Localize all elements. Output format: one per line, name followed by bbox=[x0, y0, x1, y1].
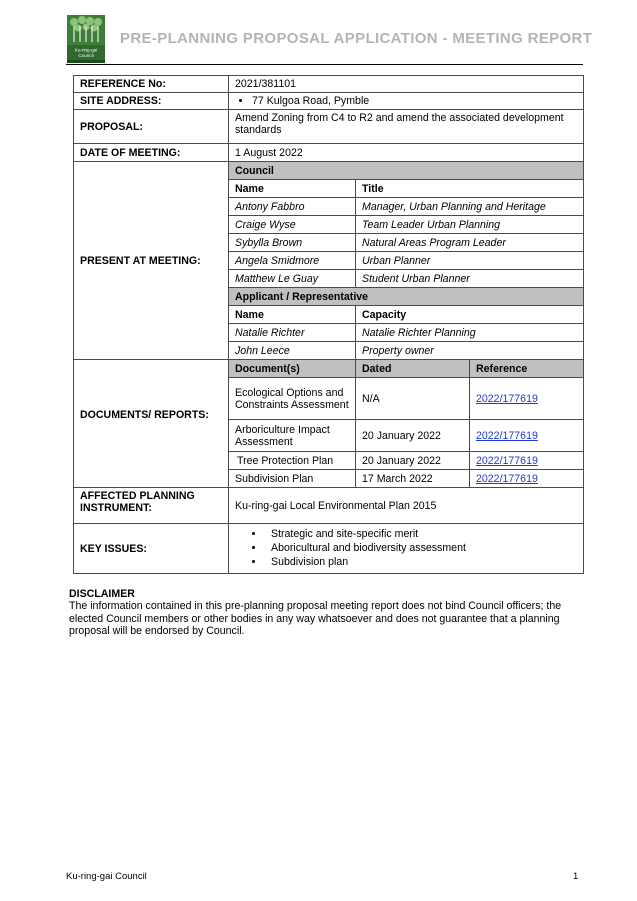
applicant-name: John Leece bbox=[229, 342, 356, 360]
proposal-label: PROPOSAL: bbox=[74, 110, 229, 144]
applicant-capacity: Natalie Richter Planning bbox=[356, 324, 584, 342]
key-issues-list bbox=[235, 527, 577, 569]
document-reference-cell bbox=[470, 420, 584, 452]
logo-text-line1: Ku-ring-gai bbox=[74, 47, 98, 53]
present-at-meeting-label: PRESENT AT MEETING: bbox=[74, 162, 229, 360]
document-reference-cell bbox=[470, 452, 584, 470]
document-reference-cell bbox=[470, 378, 584, 420]
meeting-report-table bbox=[73, 75, 584, 574]
document-dated: 17 March 2022 bbox=[356, 470, 470, 488]
council-member-name: Angela Smidmore bbox=[229, 252, 356, 270]
key-issue-item: • Strategic and site-specific merit bbox=[265, 527, 577, 541]
documents-column-reference: Reference bbox=[470, 360, 584, 378]
key-issues-row bbox=[74, 524, 584, 574]
site-address-cell bbox=[229, 93, 584, 110]
present-council-heading-row bbox=[74, 162, 584, 180]
documents-column-document: Document(s) bbox=[229, 360, 356, 378]
council-column-title: Title bbox=[356, 180, 584, 198]
council-member-title: Urban Planner bbox=[356, 252, 584, 270]
applicant-heading: Applicant / Representative bbox=[229, 288, 584, 306]
council-logo bbox=[66, 14, 106, 64]
affected-planning-instrument-row bbox=[74, 488, 584, 524]
document-name: Arboriculture Impact Assessment bbox=[229, 420, 356, 452]
site-address-row bbox=[74, 93, 584, 110]
header-divider bbox=[66, 64, 583, 65]
reference-row bbox=[74, 76, 584, 93]
document-title: PRE-PLANNING PROPOSAL APPLICATION - MEETING REPORT bbox=[120, 30, 593, 47]
council-member-title: Student Urban Planner bbox=[356, 270, 584, 288]
date-of-meeting-value: 1 August 2022 bbox=[229, 144, 584, 162]
council-member-title: Natural Areas Program Leader bbox=[356, 234, 584, 252]
site-address-label: SITE ADDRESS: bbox=[74, 93, 229, 110]
applicant-name: Natalie Richter bbox=[229, 324, 356, 342]
council-member-name: Antony Fabbro bbox=[229, 198, 356, 216]
document-reference-cell bbox=[470, 470, 584, 488]
affected-planning-instrument-value: Ku-ring-gai Local Environmental Plan 2015 bbox=[229, 488, 584, 524]
documents-reports-label: DOCUMENTS/ REPORTS: bbox=[74, 360, 229, 470]
date-of-meeting-row bbox=[74, 144, 584, 162]
reference-value: 2021/381101 bbox=[229, 76, 584, 93]
site-address-value: • 77 Kulgoa Road, Pymble bbox=[252, 95, 577, 107]
affected-planning-instrument-label: AFFECTED PLANNING INSTRUMENT: bbox=[74, 488, 229, 524]
key-issue-item: • Subdivision plan bbox=[265, 555, 577, 569]
documents-label-continuation bbox=[74, 470, 229, 488]
council-heading: Council bbox=[229, 162, 584, 180]
council-column-name: Name bbox=[229, 180, 356, 198]
key-issues-cell bbox=[229, 524, 584, 574]
documents-columns-row bbox=[74, 360, 584, 378]
applicant-column-capacity: Capacity bbox=[356, 306, 584, 324]
applicant-capacity: Property owner bbox=[356, 342, 584, 360]
council-member-name: Craige Wyse bbox=[229, 216, 356, 234]
reference-label: REFERENCE No: bbox=[74, 76, 229, 93]
documents-column-dated: Dated bbox=[356, 360, 470, 378]
document-row bbox=[74, 470, 584, 488]
document-name: Subdivision Plan bbox=[229, 470, 356, 488]
document-dated: 20 January 2022 bbox=[356, 452, 470, 470]
council-member-name: Matthew Le Guay bbox=[229, 270, 356, 288]
document-name: Ecological Options and Constraints Assessment bbox=[229, 378, 356, 420]
key-issues-label: KEY ISSUES: bbox=[74, 524, 229, 574]
document-reference-link[interactable]: 2022/177619 bbox=[476, 454, 538, 467]
applicant-column-name: Name bbox=[229, 306, 356, 324]
document-reference-link[interactable]: 2022/177619 bbox=[476, 429, 538, 442]
council-member-name: Sybylla Brown bbox=[229, 234, 356, 252]
council-member-title: Manager, Urban Planning and Heritage bbox=[356, 198, 584, 216]
proposal-row bbox=[74, 110, 584, 144]
document-dated: 20 January 2022 bbox=[356, 420, 470, 452]
document-name: Tree Protection Plan bbox=[229, 452, 356, 470]
page-number: 1 bbox=[573, 871, 579, 882]
key-issue-item: • Aboricultural and biodiversity assessment bbox=[265, 541, 577, 555]
date-of-meeting-label: DATE OF MEETING: bbox=[74, 144, 229, 162]
logo-text-line2: Council bbox=[78, 53, 94, 58]
proposal-value: Amend Zoning from C4 to R2 and amend the associated development standards bbox=[229, 110, 584, 144]
disclaimer bbox=[69, 588, 585, 637]
document-reference-link[interactable]: 2022/177619 bbox=[476, 472, 538, 485]
disclaimer-text: The information contained in this pre-planning proposal meeting report does not bind Council officers; the elected Council members or other bodies in any way whatsoever and does not guarantee that a planning proposal will be endorsed by Council. bbox=[69, 600, 562, 637]
council-member-title: Team Leader Urban Planning bbox=[356, 216, 584, 234]
document-dated: N/A bbox=[356, 378, 470, 420]
document-reference-link[interactable]: 2022/177619 bbox=[476, 392, 538, 405]
disclaimer-title: DISCLAIMER bbox=[69, 588, 135, 600]
footer-organisation: Ku-ring-gai Council bbox=[66, 871, 147, 882]
